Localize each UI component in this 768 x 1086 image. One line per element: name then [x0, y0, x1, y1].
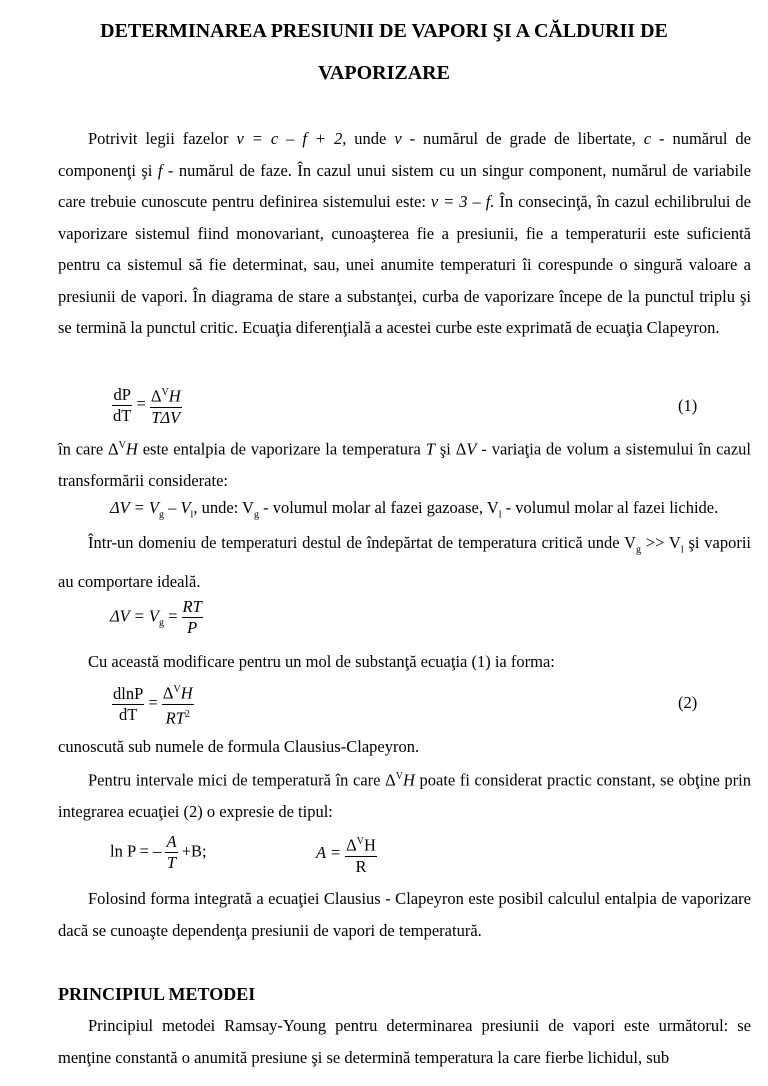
equation-2-number: (2)	[678, 693, 698, 712]
eq1-lhs-fraction: $\frac{dP}{dT}$	[113, 384, 132, 425]
eq3-fraction-b: $\frac{\Delta^VH}{R}$	[345, 832, 377, 877]
after-eq1-paragraph: în care $\Delta^VH$ este entalpia de vaporizare la temperatura T şi ΔV - variaţia de volum a sistemului în cazul transformării considerate:	[58, 439, 751, 490]
eq2-lhs-fraction: $\frac{dlnP}{dT}$	[113, 683, 144, 724]
equation-1-number: (1)	[678, 396, 698, 415]
clausius-clapeyron-line: cunoscută sub numele de formula Clausius-Clapeyron.	[58, 737, 420, 756]
equation-2: $\frac{dlnP}{dT}$ = $\frac{\Delta^VH}{RT^2}$	[112, 680, 194, 728]
volume-definition-line: $\Delta V = V_g - V_l$, unde: $V_g$ - volumul molar al fazei gazoase, $V_l$ - volumul molar al fazei lichide.	[110, 498, 719, 521]
integrated-form-paragraph: Folosind forma integrată a ecuaţiei Clausius - Clapeyron este posibil calculul entalpia de vaporizare dacă se cunoaşte dependenţa presiunii de vapori de temperatură.	[58, 889, 751, 940]
eq1-rhs-fraction: $\frac{\Delta^VH}{\text{TΔV}}$	[150, 383, 182, 428]
eq2-rhs-fraction: $\frac{\Delta^VH}{RT^2}$	[162, 680, 194, 728]
domain-paragraph: Într-un domeniu de temperaturi destul de îndepărtat de temperatura critică unde $V_g >> V_l$ şi vaporii au comportare ideală.	[58, 533, 752, 591]
interval-paragraph: Pentru intervale mici de temperatură în care $\Delta^VH$ poate fi considerat practic constant, se obţine prin integrarea ecuaţiei (2) o expresie de tipul:	[58, 770, 751, 821]
method-paragraph: Principiul metodei Ramsay-Young pentru determinarea presiunii de vapori este următorul: se menţine constantă o anumită presiune şi se determină temperatura la care fierbe lichidul, sub	[58, 1016, 751, 1067]
modification-line: Cu această modificare pentru un mol de substanţă ecuaţia (1) ia forma:	[88, 652, 555, 671]
equation-3: ln P = – $\frac{A}{T}$ +B;	[110, 832, 207, 872]
ideal-gas-fraction: $\frac{RT}{P}$	[182, 597, 202, 637]
eq3-fraction-a: $\frac{A}{T}$	[166, 832, 177, 872]
section-title: PRINCIPIUL METODEI	[58, 984, 256, 1004]
page-title: DETERMINAREA PRESIUNII DE VAPORI ŞI A CĂLDURII DE VAPORIZARE	[100, 20, 668, 84]
equation-3-a-definition: A = $\frac{\Delta^VH}{R}$	[316, 832, 377, 877]
intro-paragraph: Potrivit legii fazelor v = c – f + 2, unde v - numărul de grade de libertate, c - numărul de componenţi şi f - numărul de faze. În cazul unui sistem cu un singur component, numărul de variabile care trebuie cunoscute pentru definirea sistemului este: v = 3 – f. În consecinţă, în cazul echilibrului de vaporizare sistemul fiind monovariant, cunoaşterea fie a presiunii, fie a temperaturii este suficientă pentru ca sistemul să fie determinat, sau, unei anumite temperaturi îi corespunde o singură valoare a presiunii de vapori. În diagrama de stare a substanţei, curba de vaporizare începe de la punctul triplu şi se termină la punctul critic. Ecuaţia diferenţială a acestei curbe este exprimată de ecuaţia Clapeyron.	[58, 129, 752, 337]
equation-1: $\frac{dP}{dT}$ = $\frac{\Delta^VH}{\text{TΔV}}$	[113, 384, 181, 427]
equation-ideal-gas: $\Delta V = V_g$ = $\frac{RT}{P}$	[110, 597, 202, 637]
